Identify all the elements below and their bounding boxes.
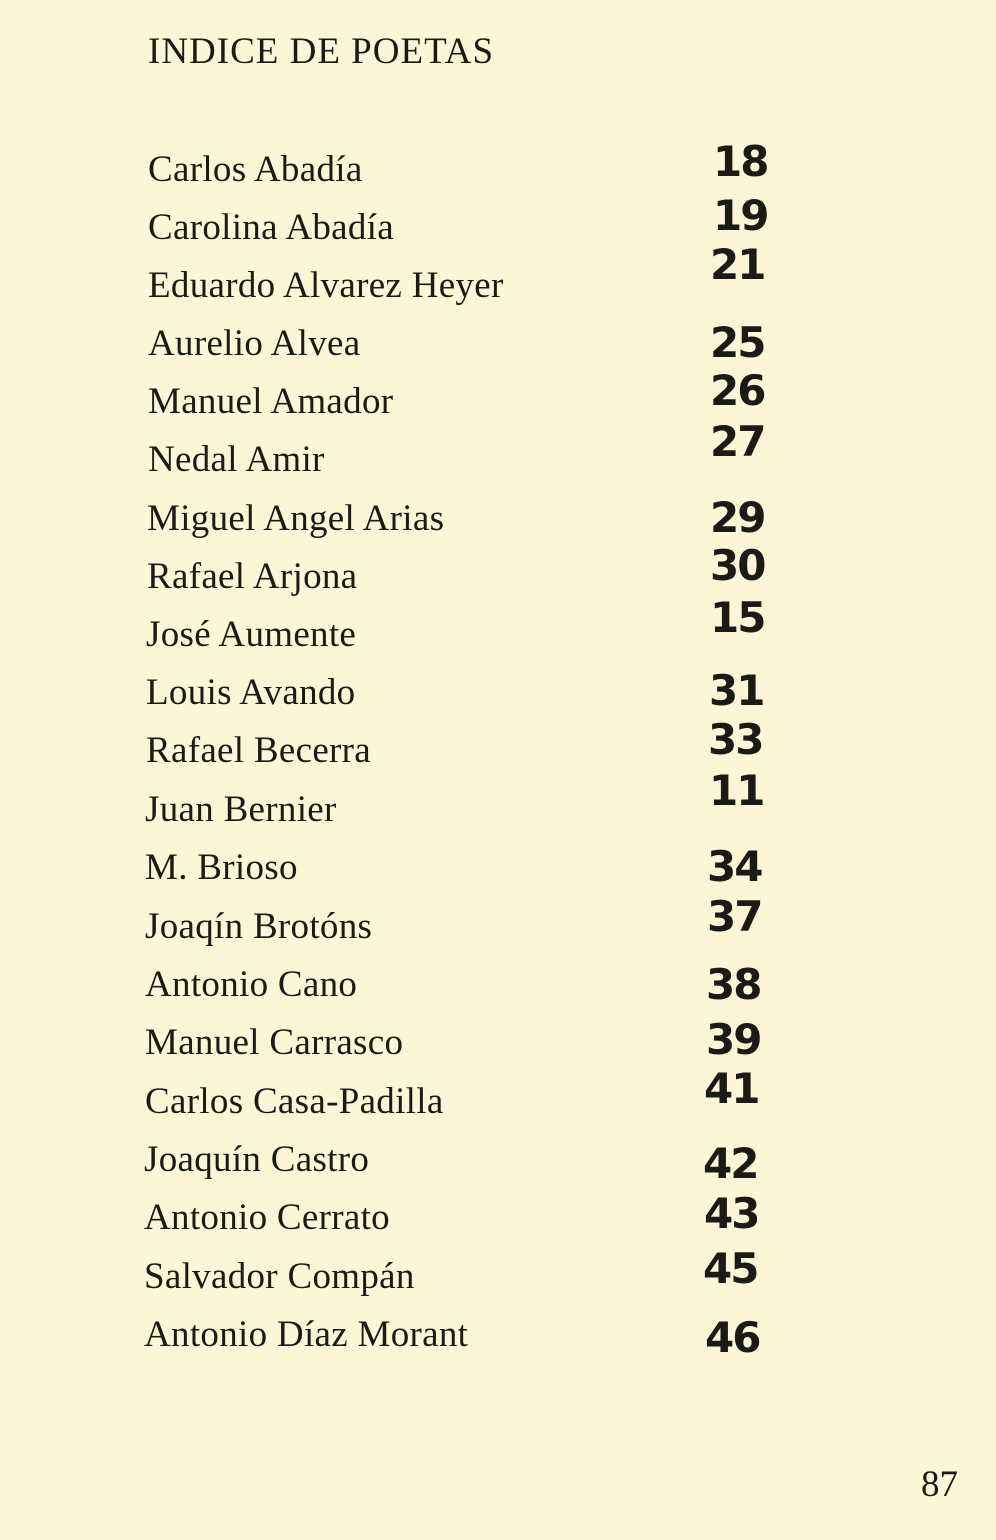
poet-name: Eduardo Alvarez Heyer (148, 265, 504, 306)
poet-page-number: 30 (710, 541, 765, 590)
poet-name: Salvador Compán (144, 1256, 415, 1297)
poet-name: Miguel Angel Arias (147, 498, 445, 539)
poet-page-number: 46 (705, 1313, 760, 1362)
poet-page-number: 11 (709, 766, 764, 815)
poet-name: Juan Bernier (145, 789, 337, 830)
poet-name: Antonio Díaz Morant (144, 1314, 469, 1355)
page-title: INDICE DE POETAS (148, 31, 495, 72)
page-number: 87 (921, 1464, 958, 1505)
poet-page-number: 33 (708, 715, 763, 764)
poet-page-number: 45 (703, 1244, 758, 1293)
poet-page-number: 25 (710, 318, 765, 367)
poet-page-number: 21 (710, 240, 765, 289)
poet-name: Antonio Cerrato (144, 1197, 390, 1238)
poet-name: Rafael Becerra (146, 730, 372, 771)
poet-name: Rafael Arjona (147, 556, 358, 597)
poet-name: Joaqín Brotóns (145, 906, 373, 947)
poet-page-number: 37 (707, 892, 762, 941)
poet-page-number: 34 (707, 842, 762, 891)
poet-name: Carlos Abadía (148, 149, 363, 190)
poet-name: Manuel Amador (148, 381, 394, 422)
poet-name: Antonio Cano (145, 964, 358, 1005)
poet-name: Carlos Casa-Padilla (145, 1081, 444, 1122)
poet-name: Carolina Abadía (148, 207, 394, 248)
poet-name: Manuel Carrasco (145, 1022, 404, 1063)
poet-name: José Aumente (146, 614, 357, 655)
poet-page-number: 18 (713, 137, 768, 186)
poet-page-number: 42 (703, 1139, 758, 1188)
poet-page-number: 39 (706, 1015, 761, 1064)
poet-page-number: 43 (704, 1189, 759, 1238)
poet-name: M. Brioso (145, 847, 298, 888)
poet-name: Nedal Amir (148, 439, 325, 480)
poet-name: Louis Avando (146, 672, 356, 713)
poet-page-number: 29 (710, 493, 765, 542)
poet-page-number: 27 (710, 417, 765, 466)
poet-page-number: 38 (706, 960, 761, 1009)
poet-page-number: 19 (713, 191, 768, 240)
poet-name: Joaquín Castro (144, 1139, 370, 1180)
poet-page-number: 15 (710, 593, 765, 642)
poet-name: Aurelio Alvea (148, 323, 361, 364)
poet-page-number: 31 (709, 666, 764, 715)
poet-page-number: 41 (704, 1064, 759, 1113)
poet-page-number: 26 (710, 366, 765, 415)
